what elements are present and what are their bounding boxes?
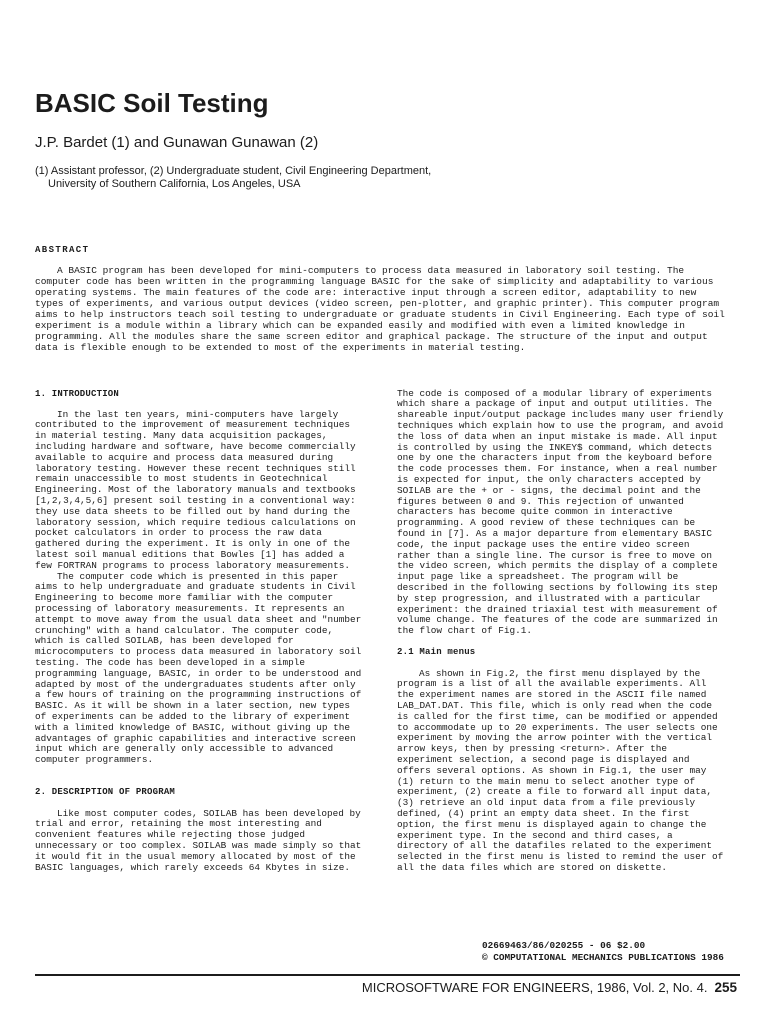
footer-rule: [35, 974, 740, 976]
journal-citation: MICROSOFTWARE FOR ENGINEERS, 1986, Vol. 2, No. 4.: [361, 980, 708, 995]
section-heading-main-menus: 2.1 Main menus: [397, 647, 476, 657]
abstract-text: A BASIC program has been developed for mini-computers to process data measured in laboratory soil testing. The computer code has been written in the programming language BASIC for the sake of simplicity and adaptability to various operating systems. The main features of the code are: interactive input through a screen editor, adaptability to new types of experiments, and various output devices (video screen, pen-plotter, and graphic printer). This computer program aims to help instructors teach soil testing to undergraduate or graduate students in Civil Engineering. Each type of soil experiment is a module within a library which can be expanded easily and modified with even a limited knowledge in programming. All the modules share the same screen editor and graphical package. The structure of the input and output data is flexible enough to be extended to most of the experiments in material testing.: [35, 264, 725, 354]
introduction-paragraph-2: The computer code which is presented in this paper aims to help undergraduate and graduate students in Civil Engineering to become more familiar with the computer processing of laboratory measurements. It represents an attempt to move away from the usual data sheet and "number crunching" with a hand calculator. The computer code, which is called SOILAB, has been developed for microcomputers to process data measured in laboratory soil testing. The code has been developed in a simple programming language, BASIC, in order to be understood and adapted by most of the undergraduates students after only a few hours of training on the programming instructions of BASIC. As it will be shown in a later section, new types of experiments can be added to the library of experiment with a limited knowledge of BASIC, without giving up the advantages of graphic capabilities and interactive screen input which are generally only accessible to advanced computer programmers.: [35, 570, 362, 766]
description-continuation-paragraph: The code is composed of a modular library of experiments which share a package of input and output utilities. The shareable input/output package includes many user friendly techniques which explain how to use the program, and avoid the loss of data when an input mistake is made. All input is controlled by using the INKEY$ command, which detects one by one the characters input from the keyboard before the code processes them. For instance, when a real number is expected for input, the only characters accepted by SOILAB are the + or - signs, the decimal point and the figures between 0 and 9. This rejection of unwanted characters has become quite common in interactive programming. A good review of these techniques can be found in [7]. As a major departure from elementary BASIC code, the input package uses the entire video screen rather than a single line. The cursor is free to move on the video screen, which permits the display of a complete input page like a spreadsheet. The program will be described in the following sections by following its step by step progression, and illustrated with a particular experiment: the drained triaxial test with measurement of volume change. The features of the code are summarized in the flow chart of Fig.1.: [397, 387, 724, 637]
section-heading-description: 2. DESCRIPTION OF PROGRAM: [35, 787, 176, 797]
journal-footer: [362, 980, 737, 995]
abstract-heading: ABSTRACT: [35, 245, 90, 255]
author-affiliation: (1) Assistant professor, (2) Undergraduate student, Civil Engineering Department, University of Southern California, Los Angeles, USA: [35, 165, 432, 190]
publication-code: 02669463/86/020255 - 06 $2.00: [482, 940, 646, 951]
introduction-paragraph-1: In the last ten years, mini-computers have largely contributed to the improvement of measurement techniques in material testing. Many data acquisition packages, including hardware and software, have become commercially available to acquire and process data measured during laboratory testing. However these recent techniques still remain unaccessible to most students in Geotechnical Engineering. Most of the laboratory manuals and textbooks [1,2,3,4,5,6] present soil testing in a conventional way: they use data sheets to be filled out by hand during the laboratory session, which require tedious calculations on pocket calculators in order to process the raw data gathered during the experiment. It is only in one of the latest soil manual editions that Bowles [1] has added a few FORTRAN programs to process laboratory measurements.: [35, 408, 356, 571]
page-number: 255: [714, 980, 737, 995]
paper-title: BASIC Soil Testing: [35, 88, 269, 118]
author-list: J.P. Bardet (1) and Gunawan Gunawan (2): [35, 134, 319, 151]
main-menus-paragraph: As shown in Fig.2, the first menu displayed by the program is a list of all the available experiments. All the experiment names are stored in the ASCII file named LAB_DAT.DAT. This file, which is only read when the code is called for the first time, can be modified or appended to accommodate up to 20 experiments. The user selects one experiment by moving the arrow pointer with the vertical arrow keys, then by pressing <return>. After the experiment selection, a second page is displayed and offers several options. As shown in Fig.1, the user may (1) return to the main menu to select another type of experiment, (2) create a file to forward all input data, (3) retrieve an old input data from a file previously defined, (4) print an empty data sheet. In the first option, the first menu is displayed again to change the experiment type. In the second and third cases, a directory of all the datafiles related to the experiment selected in the first menu is listed to remind the user of all the data files which are stored on diskette.: [397, 667, 724, 873]
copyright-notice: © COMPUTATIONAL MECHANICS PUBLICATIONS 1986: [482, 952, 724, 963]
section-heading-introduction: 1. INTRODUCTION: [35, 389, 120, 399]
description-paragraph: Like most computer codes, SOILAB has been developed by trial and error, retaining the most interesting and convenient features while rejecting those judged unnecessary or too complex. SOILAB was made simply so that it would fit in the usual memory allocated by most of the BASIC languages, which rarely exceeds 64 Kbytes in size.: [35, 807, 362, 873]
